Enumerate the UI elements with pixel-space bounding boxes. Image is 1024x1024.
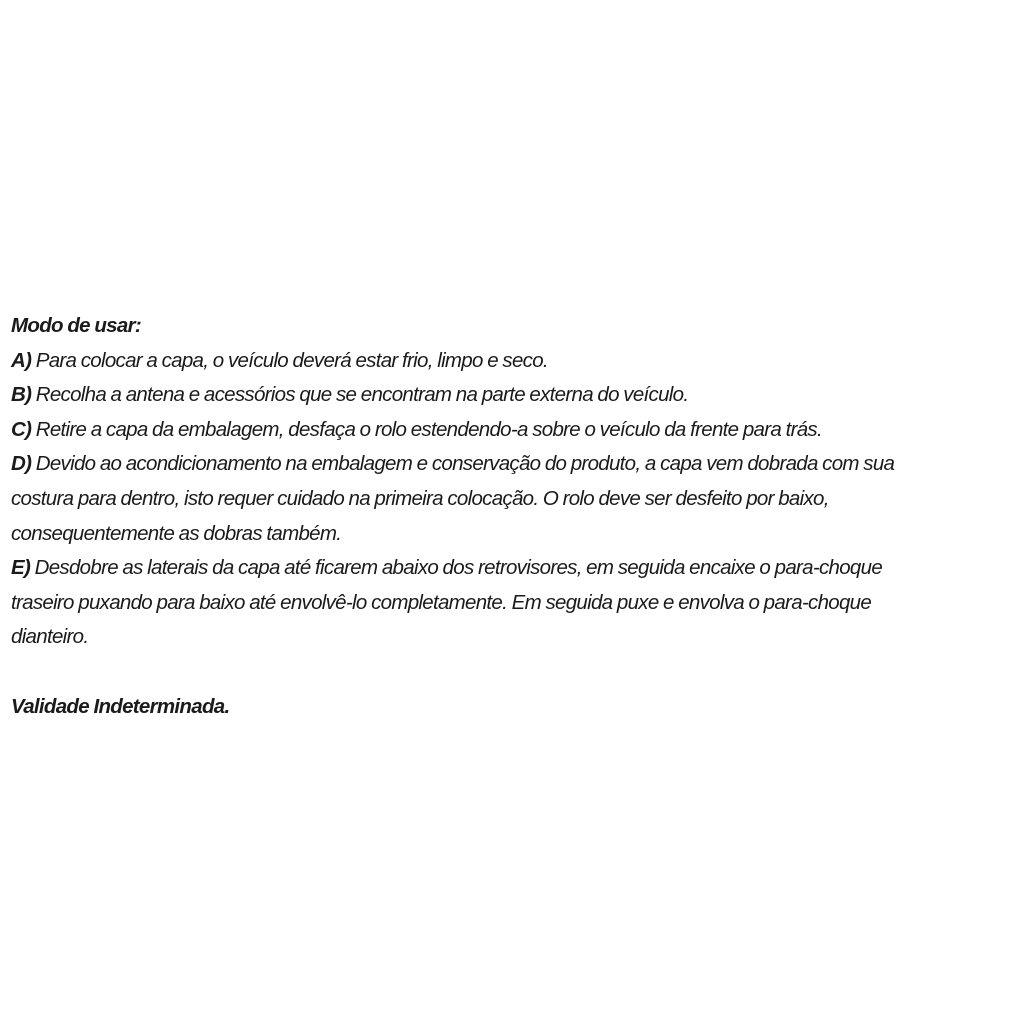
step-e-letter: E) (11, 556, 31, 580)
spacer (11, 655, 1015, 690)
step-d-line-1 (11, 447, 1015, 482)
step-e-line-1 (11, 551, 1015, 586)
step-b-text: Recolha a antena e acessórios que se encontram na parte externa do veículo. (31, 383, 689, 407)
instructions-document (11, 309, 1015, 724)
step-b-line-1 (11, 378, 1015, 413)
step-a-line-1 (11, 344, 1015, 379)
step-b-letter: B) (11, 383, 32, 407)
step-a-letter: A) (11, 348, 32, 372)
step-d-line-3: consequentemente as dobras também. (11, 521, 342, 545)
instructions-heading: Modo de usar: (11, 314, 141, 337)
step-e-text-1: Desdobre as laterais da capa até ficarem abaixo dos retrovisores, em seguida encaixe o para-choque (30, 556, 883, 580)
step-e-line-2: traseiro puxando para baixo até envolvê-lo completamente. Em seguida puxe e envolva o para-choque (11, 590, 872, 614)
step-d-text-1: Devido ao acondicionamento na embalagem e conservação do produto, a capa vem dobrada com sua (31, 452, 895, 476)
step-e-line-3: dianteiro. (11, 625, 89, 649)
step-c-text: Retire a capa da embalagem, desfaça o rolo estendendo-a sobre o veículo da frente para trás. (31, 417, 822, 441)
step-c-line-1 (11, 413, 1015, 448)
step-c-letter: C) (11, 417, 32, 441)
step-a-text: Para colocar a capa, o veículo deverá estar frio, limpo e seco. (31, 348, 548, 372)
validity-note: Validade Indeterminada. (11, 694, 230, 718)
step-d-letter: D) (11, 452, 32, 476)
step-d-line-2: costura para dentro, isto requer cuidado na primeira colocação. O rolo deve ser desfeito por baixo, (11, 486, 829, 510)
